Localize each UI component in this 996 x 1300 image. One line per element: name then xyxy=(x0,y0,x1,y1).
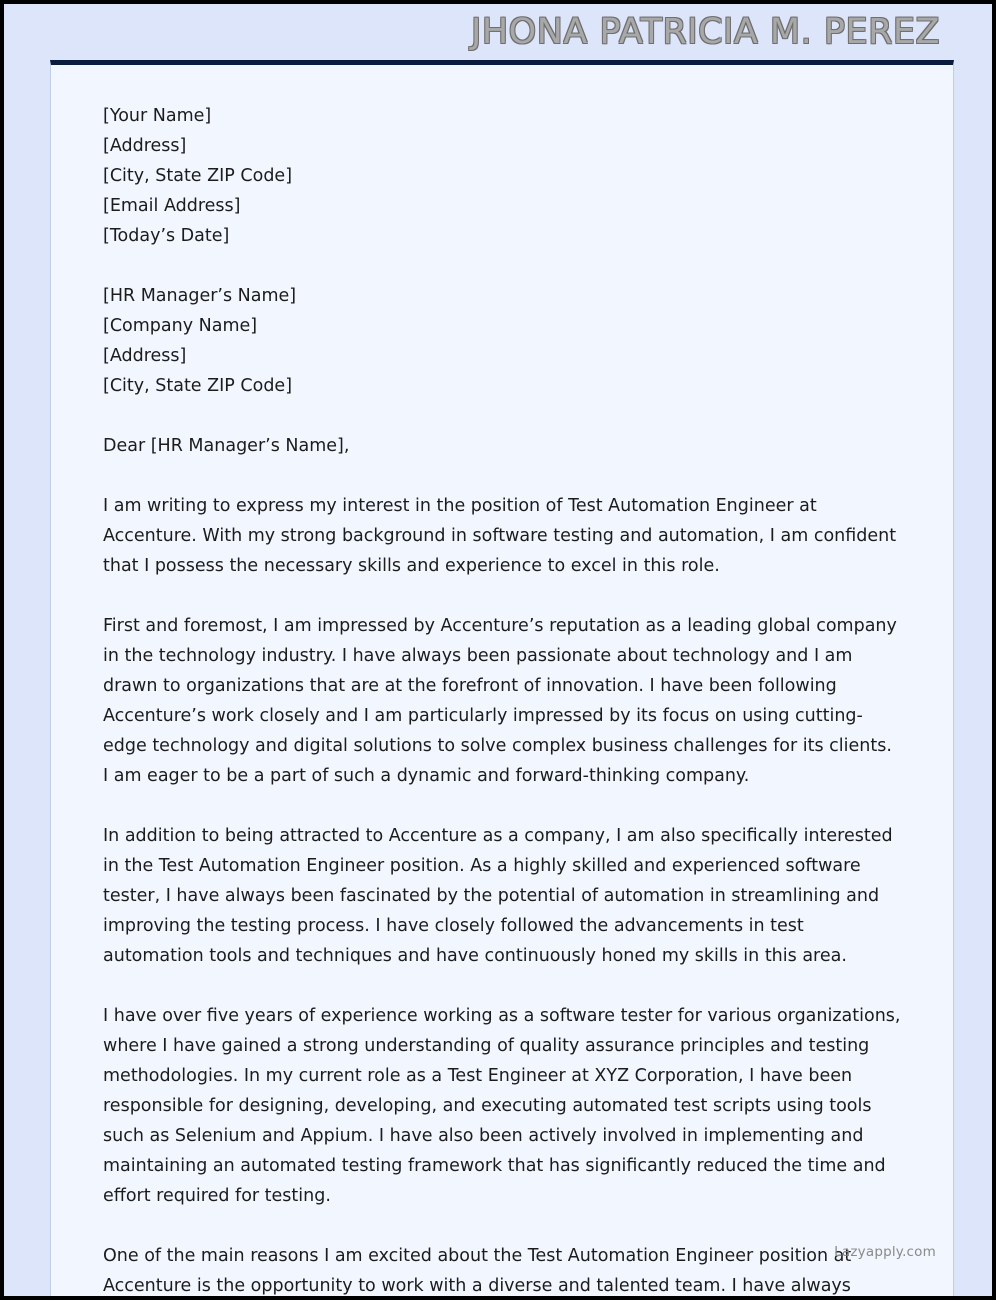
letter-paragraph: In addition to being attracted to Accenture as a company, I am also specifically interested in the Test Automation Engineer position. As a highly skilled and experienced software tester, I have always been fascinated by the potential of automation in streamlining and improving the testing process. I have closely followed the advancements in test automation tools and techniques and have continuously honed my skills in this area. xyxy=(103,826,893,966)
letter-body xyxy=(51,65,953,1296)
document-header xyxy=(8,8,988,56)
sender-line: [Email Address] xyxy=(103,196,241,216)
watermark-label: Lazyapply.com xyxy=(834,1244,936,1260)
recipient-line: [Company Name] xyxy=(103,316,258,336)
recipient-address-block xyxy=(103,281,901,401)
letter-paragraph: I have over five years of experience working as a software tester for various organizations, where I have gained a strong understanding of quality assurance principles and testing methodologies. In my current role as a Test Engineer at XYZ Corporation, I have been responsible for designing, developing, and executing automated test scripts using tools such as Selenium and Appium. I have also been actively involved in implementing and maintaining an automated testing framework that has significantly reduced the time and effort required for testing. xyxy=(103,1006,901,1206)
sender-address-block xyxy=(103,101,901,251)
recipient-line: [City, State ZIP Code] xyxy=(103,376,293,396)
salutation: Dear [HR Manager’s Name], xyxy=(103,436,350,456)
sender-line: [Address] xyxy=(103,136,187,156)
sender-line: [Your Name] xyxy=(103,106,212,126)
recipient-line: [Address] xyxy=(103,346,187,366)
sender-line: [City, State ZIP Code] xyxy=(103,166,293,186)
letter-paragraph: First and foremost, I am impressed by Accenture’s reputation as a leading global company in the technology industry. I have always been passionate about technology and I am drawn to organizations that are at the forefront of innovation. I have been following Accenture’s work closely and I am particularly impressed by its focus on using cutting-edge technology and digital solutions to solve complex business challenges for its clients. I am eager to be a part of such a dynamic and forward-thinking company. xyxy=(103,616,897,786)
letter-paragraph: One of the main reasons I am excited about the Test Automation Engineer position at Accenture is the opportunity to work with a diverse and talented team. I have always xyxy=(103,1246,852,1296)
sender-line: [Today’s Date] xyxy=(103,226,230,246)
letter-paragraph: I am writing to express my interest in the position of Test Automation Engineer at Accenture. With my strong background in software testing and automation, I am confident that I possess the necessary skills and experience to excel in this role. xyxy=(103,496,897,576)
salutation-block xyxy=(103,431,901,461)
letter-sheet xyxy=(50,60,954,1296)
header-title: JHONA PATRICIA M. PEREZ xyxy=(471,12,940,52)
recipient-line: [HR Manager’s Name] xyxy=(103,286,297,306)
